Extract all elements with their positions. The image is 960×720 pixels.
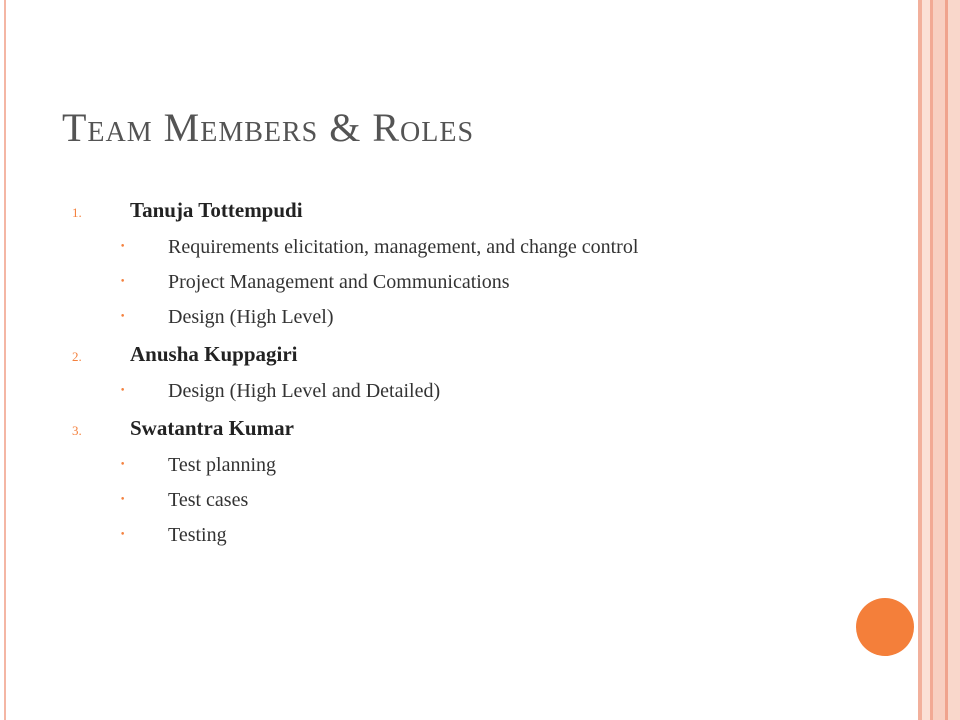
role-item	[72, 234, 772, 260]
member-header	[72, 198, 772, 228]
member-item	[72, 416, 772, 548]
role-item	[72, 487, 772, 513]
member-number: 3.	[72, 423, 82, 438]
member-list	[72, 198, 772, 560]
member-item	[72, 342, 772, 404]
role-item	[72, 522, 772, 548]
role-list	[72, 234, 772, 330]
role-text: Design (High Level)	[168, 306, 334, 328]
member-name: Anusha Kuppagiri	[130, 342, 298, 366]
member-header	[72, 342, 772, 372]
role-text: Testing	[168, 524, 227, 546]
role-text: Test planning	[168, 454, 277, 476]
slide-title: Team Members & Roles	[62, 105, 475, 150]
member-name: Tanuja Tottempudi	[130, 198, 303, 222]
role-text: Project Management and Communications	[168, 271, 510, 293]
member-number: 1.	[72, 205, 82, 220]
bullet-icon: •	[120, 495, 126, 505]
role-list	[72, 378, 772, 404]
role-text: Test cases	[168, 489, 249, 511]
bullet-icon: •	[120, 460, 126, 470]
member-name: Swatantra Kumar	[130, 416, 294, 440]
member-item	[72, 198, 772, 330]
bullet-icon: •	[120, 242, 126, 252]
bullet-icon: •	[120, 277, 126, 287]
role-item	[72, 378, 772, 404]
role-item	[72, 304, 772, 330]
decorative-stripes	[918, 0, 960, 720]
role-text: Requirements elicitation, management, and change control	[168, 236, 639, 258]
member-header	[72, 416, 772, 446]
role-item	[72, 452, 772, 478]
bullet-icon: •	[120, 530, 126, 540]
role-text: Design (High Level and Detailed)	[168, 380, 441, 402]
role-list	[72, 452, 772, 548]
decorative-circle-icon	[856, 598, 914, 656]
role-item	[72, 269, 772, 295]
member-number: 2.	[72, 349, 82, 364]
bullet-icon: •	[120, 312, 126, 322]
bullet-icon: •	[120, 386, 126, 396]
